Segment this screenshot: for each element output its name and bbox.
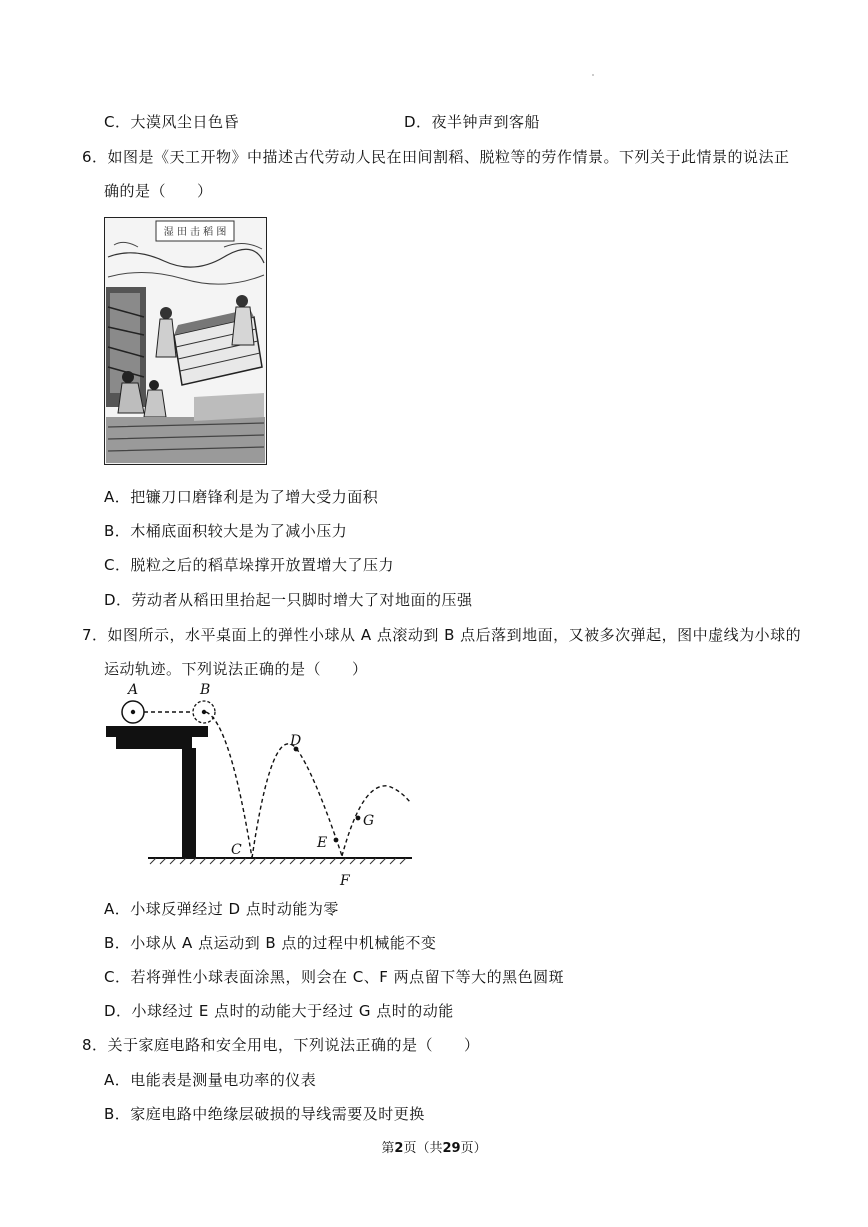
option-d-prev: D．夜半钟声到客船 [404, 113, 541, 131]
label-b: B [200, 682, 211, 698]
option-c-prev: C．大漠风尘日色昏 [104, 113, 239, 131]
label-g: G [363, 813, 375, 829]
page-footer [0, 1140, 868, 1158]
q8-option-b: B．家庭电路中绝缘层破损的导线需要及时更换 [104, 1105, 425, 1123]
q7-option-a: A．小球反弹经过 D 点时动能为零 [104, 900, 339, 918]
q6-stem-line2: 确的是（ ） [104, 182, 213, 200]
q6-stem-line1: 6．如图是《天工开物》中描述古代劳动人民在田间割稻、脱粒等的劳作情景。下列关于此情景的说法正 [82, 148, 790, 166]
footer-total-pages: 29 [442, 1141, 461, 1156]
label-a: A [128, 682, 139, 698]
label-c: C [231, 842, 242, 858]
q6-option-d: D．劳动者从稻田里抬起一只脚时增大了对地面的压强 [104, 591, 473, 609]
label-d: D [290, 733, 302, 749]
q8-stem: 8．关于家庭电路和安全用电，下列说法正确的是（ ） [82, 1036, 480, 1054]
q8-option-a: A．电能表是测量电功率的仪表 [104, 1071, 317, 1089]
footer-page-number: 2 [394, 1141, 404, 1156]
q7-bouncing-ball-diagram [100, 682, 420, 890]
q6-option-a: A．把镰刀口磨锋利是为了增大受力面积 [104, 488, 379, 506]
woodcut-title: 湿 田 击 稻 图 [163, 227, 227, 238]
q7-option-c: C．若将弹性小球表面涂黑，则会在 C、F 两点留下等大的黑色圆斑 [104, 968, 565, 986]
label-f: F [340, 873, 350, 889]
q7-option-d: D．小球经过 E 点时的动能大于经过 G 点时的动能 [104, 1002, 454, 1020]
q6-option-c: C．脱粒之后的稻草垛撑开放置增大了压力 [104, 556, 394, 574]
q6-option-b: B．木桶底面积较大是为了减小压力 [104, 522, 348, 540]
q7-stem-line1: 7．如图所示，水平桌面上的弹性小球从 A 点滚动到 B 点后落到地面，又被多次弹起，图中虚线为小球的 [82, 626, 802, 644]
scan-speck [592, 74, 594, 76]
q7-stem-line2: 运动轨迹。下列说法正确的是（ ） [104, 660, 368, 678]
q7-option-b: B．小球从 A 点运动到 B 点的过程中机械能不变 [104, 934, 437, 952]
q6-woodcut-illustration [104, 217, 267, 465]
label-e: E [317, 835, 328, 851]
footer-middle: 页（共 [403, 1141, 443, 1156]
footer-prefix: 第 [381, 1141, 395, 1156]
footer-suffix: 页） [460, 1141, 487, 1156]
